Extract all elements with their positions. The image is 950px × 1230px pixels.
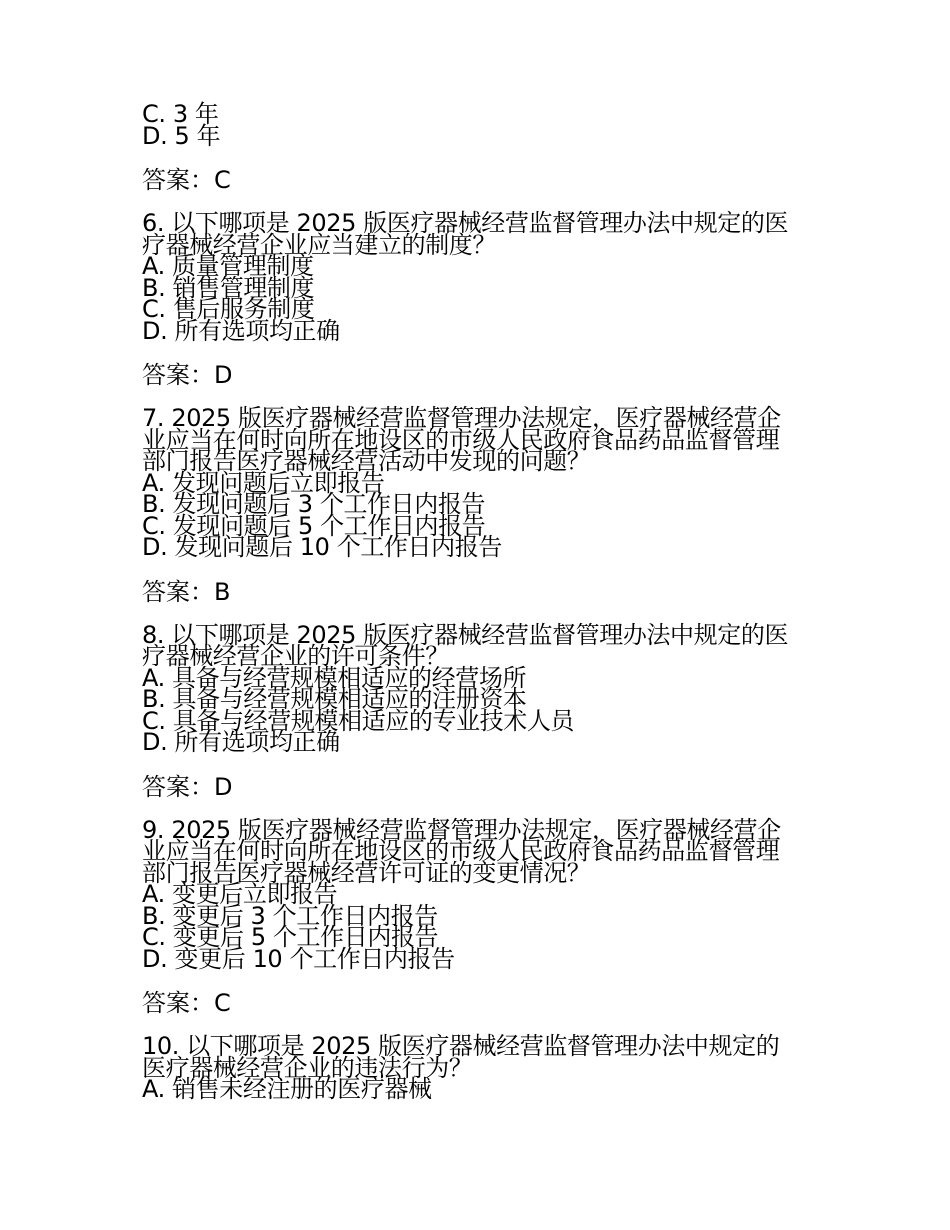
option-d: D. 所有选项均正确	[142, 316, 340, 345]
answer-line: 答案：C	[142, 166, 231, 194]
option-d: D. 5 年	[142, 121, 221, 150]
question-5-tail	[142, 100, 822, 194]
answer-line: 答案：D	[142, 772, 233, 801]
question-text: 部门报告医疗器械经营许可证的变更情况？	[142, 858, 591, 887]
question-text: 8. 以下哪项是 2025 版医疗器械经营监督管理办法中规定的医	[142, 620, 789, 649]
option-d: D. 变更后 10 个工作日内报告	[142, 944, 455, 973]
question-9	[142, 815, 822, 1017]
question-text: 业应当在何时向所在地设区的市级人民政府食品药品监督管理	[142, 425, 780, 454]
question-7	[142, 404, 822, 606]
option-c: C. 变更后 5 个工作日内报告	[142, 923, 439, 951]
answer-line: 答案：B	[142, 577, 231, 606]
question-text: 7. 2025 版医疗器械经营监督管理办法规定，医疗器械经营企	[142, 404, 781, 432]
question-6	[142, 209, 822, 389]
option-b: B. 变更后 3 个工作日内报告	[142, 901, 438, 930]
option-c: C. 3 年	[142, 100, 219, 128]
option-a: A. 发现问题后立即报告	[142, 468, 385, 497]
option-b: B. 发现问题后 3 个工作日内报告	[142, 490, 486, 518]
question-text: 疗器械经营企业应当建立的制度？	[142, 230, 496, 259]
question-text: 6. 以下哪项是 2025 版医疗器械经营监督管理办法中规定的医	[142, 209, 789, 237]
option-c: C. 具备与经营规模相适应的专业技术人员	[142, 706, 575, 735]
question-text: 部门报告医疗器械经营活动中发现的问题？	[142, 447, 591, 475]
question-text: 业应当在何时向所在地设区的市级人民政府食品药品监督管理	[142, 837, 780, 865]
answer-line: 答案：C	[142, 989, 231, 1017]
question-text: 10. 以下哪项是 2025 版医疗器械经营监督管理办法中规定的	[142, 1032, 780, 1060]
question-8	[142, 620, 822, 801]
answer-line: 答案：D	[142, 361, 233, 389]
option-d: D. 发现问题后 10 个工作日内报告	[142, 533, 502, 561]
option-a: A. 销售未经注册的医疗器械	[142, 1075, 432, 1103]
option-c: C. 发现问题后 5 个工作日内报告	[142, 511, 486, 540]
question-text: 疗器械经营企业的许可条件？	[142, 642, 449, 670]
question-text: 医疗器械经营企业的违法行为？	[142, 1053, 473, 1082]
option-b: B. 销售管理制度	[142, 273, 315, 302]
option-d: D. 所有选项均正确	[142, 728, 340, 756]
option-a: A. 变更后立即报告	[142, 880, 338, 908]
option-c: C. 售后服务制度	[142, 295, 315, 323]
document-page	[142, 100, 822, 1103]
option-a: A. 质量管理制度	[142, 252, 314, 280]
question-10	[142, 1032, 822, 1103]
option-b: B. 具备与经营规模相适应的注册资本	[142, 685, 527, 713]
option-a: A. 具备与经营规模相适应的经营场所	[142, 663, 527, 692]
question-text: 9. 2025 版医疗器械经营监督管理办法规定，医疗器械经营企	[142, 815, 781, 844]
